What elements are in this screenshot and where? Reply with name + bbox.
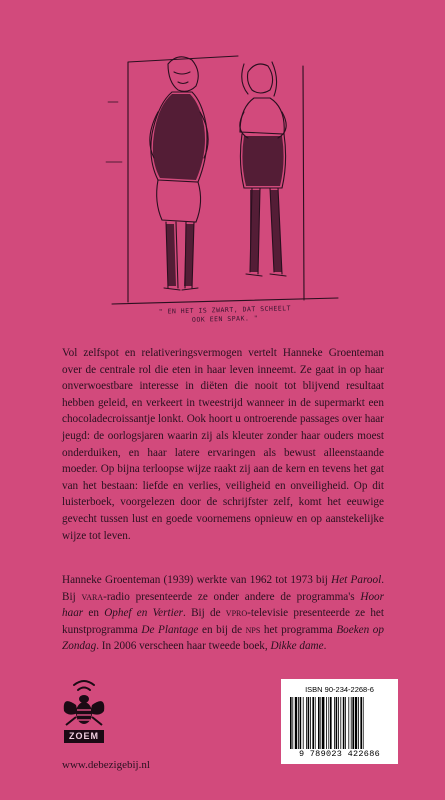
- barcode-bar: [303, 697, 304, 749]
- bio-title: Boeken op Zondag: [62, 623, 384, 653]
- bio-title: Ophef en Vertier: [104, 607, 184, 620]
- bio-text: . In 2006 verscheen haar tweede boek,: [96, 640, 271, 653]
- barcode-bar: [343, 697, 345, 749]
- bio-text: .: [323, 640, 327, 653]
- barcode-bar: [360, 697, 362, 749]
- bio-title: Hoor haar: [62, 590, 384, 620]
- barcode-bar: [298, 697, 299, 749]
- book-blurb: Vol zelfspot en relativeringsvermogen vertelt Hanneke Groenteman over de centrale rol die eten in haar leven inneemt. Ze gaat in op haar onverwoestbare interesse in diëten die nooit tot blijvend resultaat hebben geleid, en verkeert in tweestrijd wanneer in de supermarkt een chocoladecroissantje lonkt. Ook hoort u ontroerende passages over haar jeugd: de oorlogsjaren waarin zij als kleuter zonder haar ouders moest onderduiken, en haar latere ervaringen als bewust alleenstaande moeder. Op bijna terloopse wijze raakt zij aan de kern en tevens het gat van het bestaan: liefde en verlies, veiligheid en onveiligheid. Op dit luisterboek, voorgelezen door de schrijfster zelf, komt het eeuwige gevecht tussen lust en goede voornemens opnieuw en op aanstekelijke wijze tot leven.: [62, 347, 384, 542]
- barcode-bar: [338, 697, 339, 749]
- barcode-bar: [322, 697, 324, 749]
- publisher-website[interactable]: www.debezigebij.nl: [62, 759, 150, 771]
- bio-title: Dikke dame: [270, 640, 324, 653]
- bio-text: -televisie presenteerde ze het kunstprogramma: [62, 607, 384, 636]
- barcode-bar: [334, 697, 335, 749]
- barcode-bar: [308, 697, 310, 749]
- barcode-bar: [330, 697, 332, 749]
- sketch-two-women-icon: [88, 42, 356, 340]
- bio-title: Het Parool: [331, 574, 382, 586]
- barcode-bar: [352, 697, 354, 749]
- barcode-bar: [328, 697, 329, 749]
- bio-broadcaster: nps: [245, 623, 261, 636]
- caption-line-1: " EN HET IS ZWART, DAT SCHEELT: [158, 304, 292, 316]
- barcode-bar: [348, 697, 349, 749]
- barcode-bar: [363, 697, 364, 749]
- barcode-bar: [292, 697, 293, 749]
- isbn-barcode: [281, 679, 398, 764]
- bio-broadcaster: vara: [81, 590, 104, 603]
- caption-line-2: OOK EEN SPAK. ": [191, 314, 259, 324]
- author-bio: [62, 572, 384, 655]
- publisher-logo-text: ZOEM: [64, 730, 104, 743]
- barcode-bar: [290, 697, 292, 749]
- bio-broadcaster: vpro: [225, 607, 248, 620]
- barcode-bar: [345, 697, 346, 749]
- barcode-bar: [318, 697, 320, 749]
- bio-text: het programma: [260, 623, 337, 636]
- barcode-bar: [358, 697, 359, 749]
- ean-number: 9 789023 422686: [298, 749, 380, 759]
- barcode-bar: [340, 697, 341, 749]
- barcode-bar: [320, 697, 321, 749]
- barcode-bar: [326, 697, 327, 749]
- barcode-bar: [355, 697, 357, 749]
- barcode-icon: [289, 697, 390, 749]
- bio-text: -radio presenteerde ze onder andere de programma's: [103, 590, 361, 603]
- bio-text: Hanneke Groenteman (1939) werkte van 1962 tot 1973 bij: [62, 574, 332, 586]
- bio-text: . Bij: [62, 574, 384, 603]
- barcode-bar: [315, 697, 316, 749]
- barcode-bar: [336, 697, 338, 749]
- bio-title: De Plantage: [141, 623, 199, 636]
- bio-text: . Bij de: [183, 607, 226, 620]
- barcode-bar: [351, 697, 352, 749]
- barcode-bar: [295, 697, 297, 749]
- barcode-bar: [312, 697, 314, 749]
- barcode-bar: [306, 697, 307, 749]
- isbn-label: ISBN 90-234-2268-6: [305, 685, 374, 694]
- bio-text: en bij de: [198, 623, 246, 636]
- bio-text: en: [83, 607, 105, 620]
- barcode-bar: [300, 697, 302, 749]
- barcode-bar: [310, 697, 311, 749]
